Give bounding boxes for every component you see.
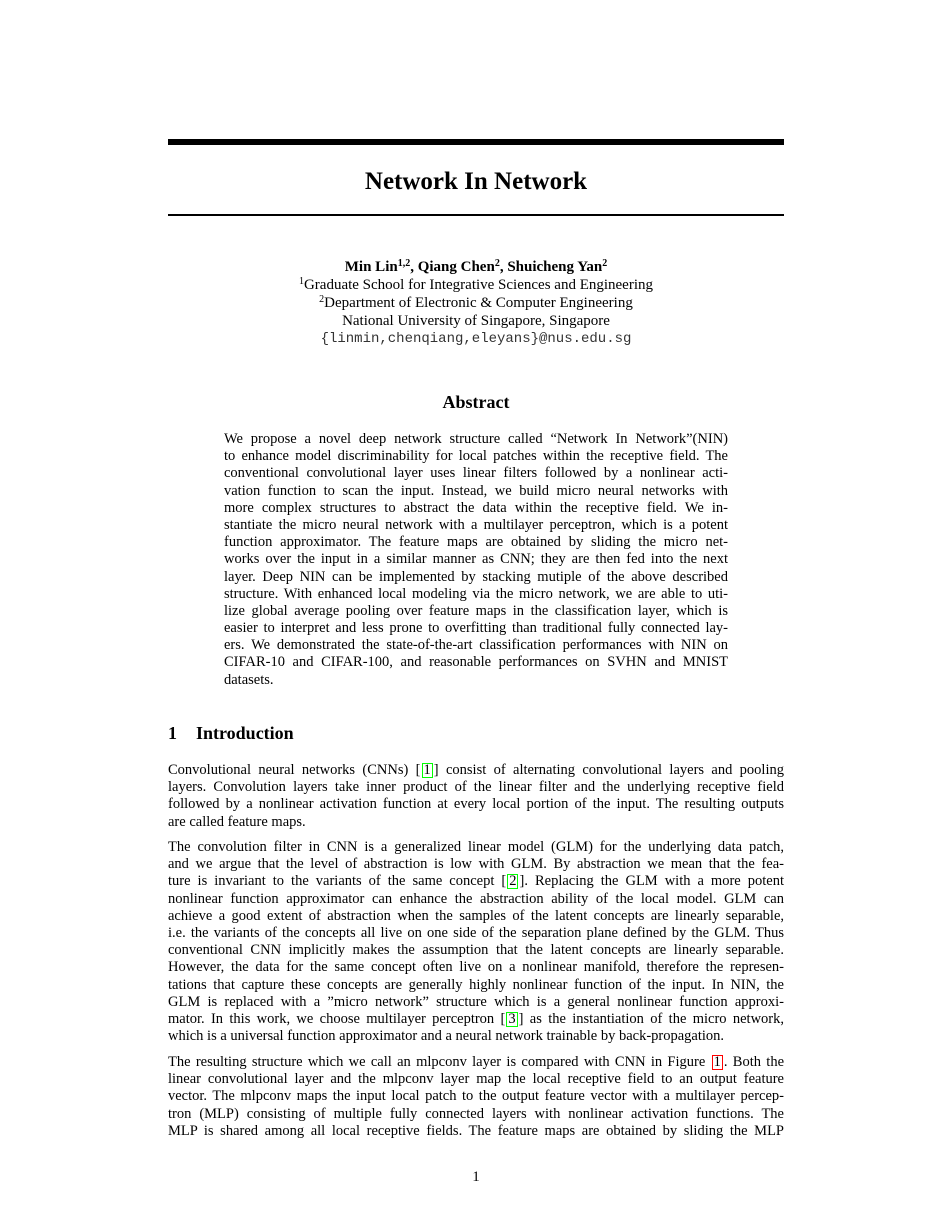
paragraph-line: followed by a nonlinear activation function at every local portion of the input. The resulting outputs bbox=[168, 796, 784, 813]
intro-paragraph-1 bbox=[168, 762, 784, 831]
abstract-line: We propose a novel deep network structure called “Network In Network”(NIN) bbox=[224, 431, 728, 447]
figure-link-1[interactable]: 1 bbox=[713, 1054, 721, 1070]
section-heading-introduction: 1 Introduction bbox=[168, 723, 294, 743]
paragraph-line: Convolutional neural networks (CNNs) [ 1 ] consist of alternating convolutional layers and pooling bbox=[168, 762, 784, 778]
abstract-heading: Abstract bbox=[442, 392, 510, 412]
paragraph-line: vector. The mlpconv maps the input local patch to the output feature vector with a multilayer percep- bbox=[168, 1088, 784, 1105]
paragraph-line: mator. In this work, we choose multilayer perceptron [ 3 ] as the instantiation of the micro network, bbox=[168, 1010, 784, 1027]
paragraph-line: nonlinear function approximator can enhance the abstraction ability of the local model. GLM can bbox=[168, 890, 784, 907]
abstract-line: stantiate the micro neural network with a multilayer perceptron, which is a potent bbox=[224, 516, 728, 533]
paragraph-line: The convolution filter in CNN is a generalized linear model (GLM) for the underlying data patch, bbox=[168, 839, 784, 855]
citation-link-2[interactable]: 2 bbox=[509, 873, 517, 890]
abstract-line: more complex structures to abstract the data within the receptive field. We in- bbox=[224, 499, 728, 516]
paragraph-line: The resulting structure which we call an mlpconv layer is compared with CNN in Figure 1 . Both the bbox=[168, 1054, 784, 1070]
citation-link-1[interactable]: 1 bbox=[423, 762, 431, 778]
abstract-line: vation function to scan the input. Instead, we build micro neural networks with bbox=[224, 482, 728, 499]
paragraph-line: are called feature maps. bbox=[168, 813, 306, 830]
affiliation-1: $^1$Graduate School for Integrative Sciences and Engineering bbox=[298, 276, 654, 293]
paragraph-line: and we argue that the level of abstraction is low with GLM. By abstraction we mean that the fea- bbox=[168, 856, 784, 873]
abstract-line: lize global average pooling over feature maps in the classification layer, which is bbox=[224, 602, 728, 619]
abstract-line: works over the input in a similar manner as CNN; they are then fed into the next bbox=[224, 551, 728, 568]
abstract-body bbox=[224, 431, 728, 689]
abstract-line: datasets. bbox=[224, 671, 274, 688]
paragraph-line: which is a universal function approximator and a neural network trainable by back-propagation. bbox=[168, 1028, 725, 1045]
title-bottom-rule bbox=[168, 214, 784, 216]
abstract-line: conventional convolutional layer uses linear filters followed by a nonlinear acti- bbox=[224, 465, 728, 482]
intro-paragraph-3 bbox=[168, 1054, 784, 1140]
citation-link-3[interactable]: 3 bbox=[508, 1010, 516, 1027]
abstract-line: ers. We demonstrated the state-of-the-art classification performances with NIN on bbox=[224, 637, 728, 654]
paragraph-line: GLM is replaced with a ”micro network” structure which is a general nonlinear function approxi- bbox=[168, 993, 784, 1010]
abstract-line: easier to interpret and less prone to overfitting than traditional fully connected lay- bbox=[224, 620, 728, 637]
intro-paragraph-2 bbox=[168, 839, 784, 1045]
paper-page bbox=[168, 0, 784, 1232]
abstract-line: structure. With enhanced local modeling via the micro network, we are able to uti- bbox=[224, 585, 728, 602]
abstract-line: to enhance model discriminability for local patches within the receptive field. The bbox=[224, 448, 728, 465]
affiliation-2: $^2$Department of Electronic & Computer Engineering bbox=[319, 294, 633, 311]
paragraph-line: layers. Convolution layers take inner product of the linear filter and the underlying receptive field bbox=[168, 779, 784, 796]
title-top-rule bbox=[168, 139, 784, 145]
abstract-line: layer. Deep NIN can be implemented by stacking mutiple of the above described bbox=[224, 568, 728, 585]
paragraph-line: tron (MLP) consisting of multiple fully connected layers with nonlinear activation functions. The bbox=[168, 1105, 784, 1122]
paragraph-line: tations that capture these concepts are generally highly nonlinear function of the input. In NIN, the bbox=[168, 976, 784, 993]
abstract-line: function approximator. The feature maps are obtained by sliding the micro net- bbox=[224, 534, 728, 551]
paragraph-line: conventional CNN implicitly makes the assumption that the latent concepts are linearly separable. bbox=[168, 942, 784, 959]
paragraph-line: ture is invariant to the variants of the same concept [ 2 ]. Replacing the GLM with a more potent bbox=[168, 873, 784, 890]
paragraph-line: achieve a good extent of abstraction when the samples of the latent concepts are linearly separable, bbox=[168, 907, 784, 924]
paragraph-line: MLP is shared among all local receptive fields. The feature maps are obtained by sliding the MLP bbox=[168, 1122, 784, 1139]
paragraph-line: i.e. the variants of the concepts all live on one side of the separation plane defined by the GLM. Thus bbox=[168, 924, 784, 941]
page-number: 1 bbox=[472, 1169, 480, 1185]
abstract-line: CIFAR-10 and CIFAR-100, and reasonable performances on SVHN and MNIST bbox=[224, 654, 728, 671]
paper-title: Network In Network bbox=[364, 168, 588, 195]
author-block bbox=[168, 258, 784, 348]
paragraph-line: However, the data for the same concept often live on a nonlinear manifold, therefore the represen- bbox=[168, 959, 784, 976]
affiliation-3: National University of Singapore, Singapore bbox=[342, 313, 610, 329]
author-email: {linmin,chenqiang,eleyans}@nus.edu.sg bbox=[320, 331, 632, 347]
author-names: Min Lin$^{1,2}$, Qiang Chen$^2$, Shuicheng Yan$^2$ bbox=[344, 258, 608, 275]
paragraph-line: linear convolutional layer and the mlpconv layer map the local receptive field to an output feature bbox=[168, 1071, 784, 1088]
